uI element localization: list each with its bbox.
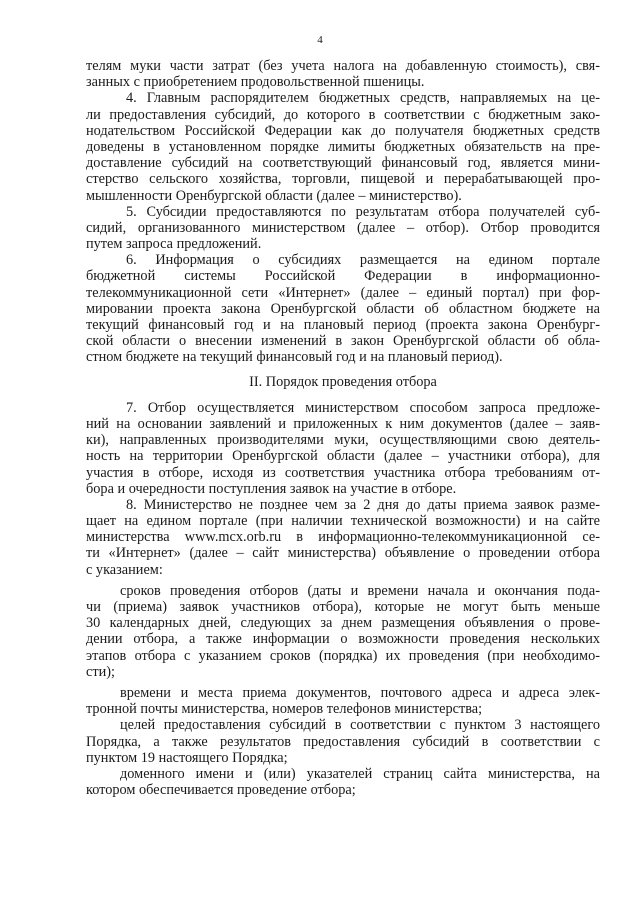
text-line: мировании проекта закона Оренбургской области об областном бюджете на [86,300,600,317]
text-line: занных с приобретением продовольственной пшеницы. [86,74,425,91]
text-line: доведены в установленном порядке лимиты бюджетных обязательств на пре- [86,138,600,155]
text-line: 8. Министерство не позднее чем за 2 дня до даты приема заявок разме- [126,496,600,513]
text-line: доменного имени и (или) указателей страниц сайта министерства, на [120,765,600,782]
text-line: дении отбора, а также информации о возможности проведения нескольких [86,631,600,648]
document-body [86,58,600,798]
text-line: сроков проведения отборов (даты и времени начала и окончания пода- [120,582,600,599]
text-line: ность на территории Оренбургской области (далее – участники отбора), для [86,448,600,465]
text-line: тронной почты министерства, номеров телефонов министерства; [86,701,483,718]
text-line: времени и места приема документов, почтового адреса и адреса элек- [120,684,600,701]
text-line: доставление субсидий на соответствующий финансовый год, является мини- [86,155,600,172]
text-line: бора и очередности поступления заявок на участие в отборе. [86,480,457,497]
text-line: 4. Главным распорядителем бюджетных средств, направляемых на це- [126,90,600,107]
section-clauses-block [86,400,600,799]
text-line: бюджетной системы Российской Федерации в информационно- [86,268,600,285]
text-line: чи (приема) заявок участников отбора), которые не могут быть меньше [86,599,600,615]
text-line: ки), направленных производителями муки, осуществляющими свою деятель- [86,432,600,449]
text-line: котором обеспечивается проведение отбора; [86,782,356,799]
text-line: ской области о внесении изменений в закон Оренбургской области об обла- [86,333,600,350]
text-line: 6. Информация о субсидиях размещается на едином портале [126,252,600,269]
text-line: сти); [86,663,115,680]
text-line: телекоммуникационной сети «Интернет» (далее – единый портал) при фор- [86,284,600,301]
text-line: ний на основании заявлений и приложенных к ним документов (далее – заяв- [86,415,600,432]
text-line: сидий, организованного министерством (далее – отбор). Отбор проводится [86,219,600,236]
page-number: 4 [317,34,323,46]
text-line: целей предоставления субсидий в соответствии с пунктом 3 настоящего [120,717,600,734]
text-line: с указанием: [86,561,163,578]
text-line: путем запроса предложений. [86,236,262,253]
clauses-block [86,58,600,366]
text-line: нодательством Российской Федерации как до получателя бюджетных средств [86,122,600,139]
text-line: Порядка, а также результатов предоставления субсидий в соответствии с [86,733,600,750]
text-line: стном бюджете на текущий финансовый год и на плановый период). [86,349,503,366]
text-line: ли предоставления субсидий, до которого в соответствии с бюджетным зако- [86,106,600,123]
text-line: министерства www.mcx.orb.ru в информационно-телекоммуникационной се- [86,529,600,546]
text-line: текущий финансовый год и на плановый период (проекта закона Оренбург- [86,317,600,333]
text-line: этапов отбора с указанием сроков (порядка) их проведения (при необходимо- [86,647,600,664]
text-line: пунктом 19 настоящего Порядка; [86,749,288,766]
text-line: телям муки части затрат (без учета налога на добавленную стоимость), свя- [86,58,600,74]
text-line: стерство сельского хозяйства, торговли, пищевой и перерабатывающей про- [86,171,600,188]
text-line: 7. Отбор осуществляется министерством способом запроса предложе- [126,399,600,416]
text-line: ти «Интернет» (далее – сайт министерства) объявление о проведении отбора [86,545,600,562]
text-line: мышленности Оренбургской области (далее – министерство). [86,187,462,204]
text-line: участия в отборе, исходя из соответствия участника отбора требованиям от- [86,464,600,481]
text-line: 5. Субсидии предоставляются по результатам отбора получателей суб- [126,203,600,220]
text-line: щает на едином портале (при наличии технической возможности) и на сайте [86,513,600,530]
text-line: 30 календарных дней, следующих за днем размещения объявления о прове- [86,615,600,632]
section-heading: II. Порядок проведения отбора [249,373,437,390]
